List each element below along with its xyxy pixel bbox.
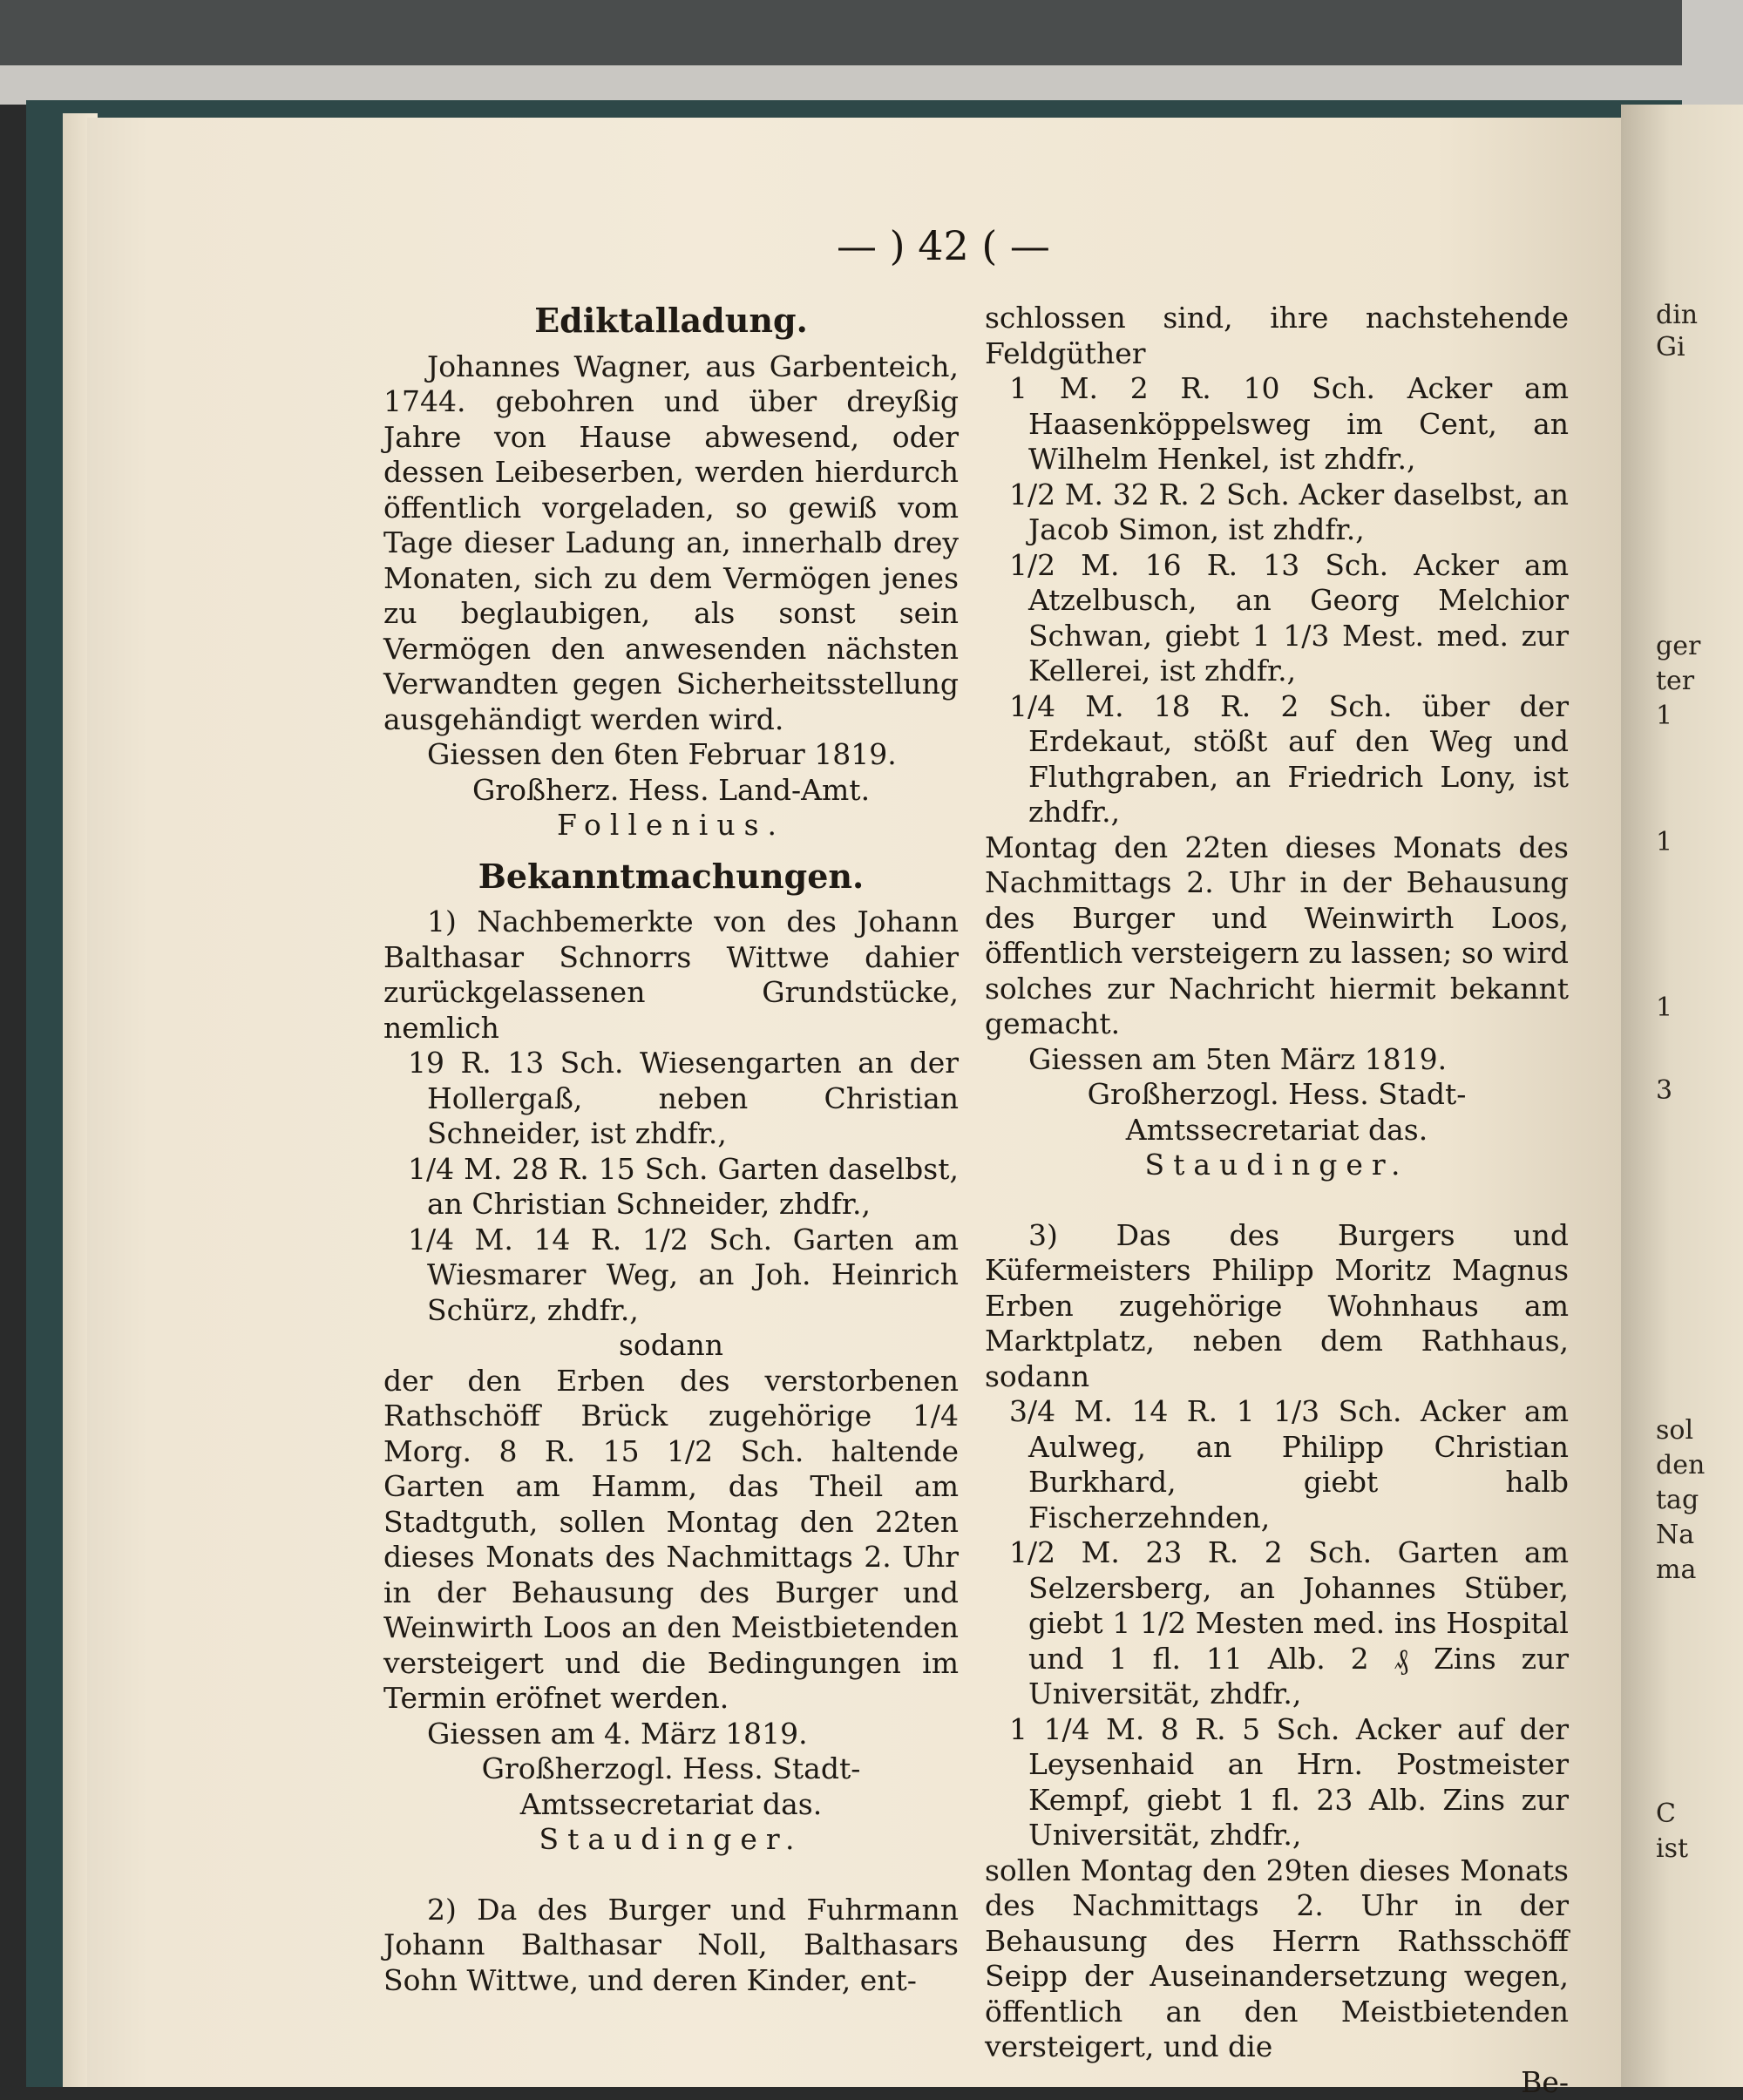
paragraph: der den Erben des verstorbenen Rathschöff Brück zugehörige 1/4 Morg. 8 R. 15 1/2 Sch. haltende Garten am Hamm, das Theil am Stadtguth, sollen Montag den 22ten dieses Monats des Nachmittags 2. Uhr in der Behausung des Burger und Weinwirth Loos an den Meistbietenden versteigert und die Bedingungen im Termin eröfnet werden.	[383, 1364, 959, 1717]
fragment: din	[1656, 301, 1698, 330]
list-item: 1/2 M. 32 R. 2 Sch. Acker daselbst, an Jacob Simon, ist zhdfr.,	[985, 478, 1569, 548]
fragment: ist	[1656, 1834, 1688, 1864]
fragment: ger	[1656, 632, 1700, 661]
paragraph: Johannes Wagner, aus Garbenteich, 1744. gebohren und über dreyßig Jahre von Hause abwesend, oder dessen Leibeserben, werden hierdurch öffentlich vorgeladen, so gewiß vom Tage dieser Ladung an, innerhalb drey Monaten, sich zu dem Vermögen jenes zu beglaubigen, als sonst sein Vermögen den anwesenden nächsten Verwandten gegen Sicherheitsstellung ausgehändigt werden wird.	[383, 349, 959, 738]
page-number: — ) 42 ( —	[837, 222, 1050, 269]
fragment: sol	[1656, 1416, 1693, 1446]
date-line: Giessen den 6ten Februar 1819.	[383, 737, 959, 773]
connector: sodann	[383, 1328, 959, 1364]
list-item: 1 1/4 M. 8 R. 5 Sch. Acker auf der Leysenhaid an Hrn. Postmeister Kempf, giebt 1 fl. 23 Alb. Zins zur Universität, zhdfr.,	[985, 1712, 1569, 1853]
fragment: 1	[1656, 993, 1672, 1023]
fragment: 1	[1656, 701, 1672, 731]
authority-line: Großherzogl. Hess. Stadt-Amtssecretariat das.	[383, 1751, 959, 1822]
catchword: Be-	[985, 2065, 1569, 2100]
fragment: Gi	[1656, 333, 1685, 362]
fragment: ma	[1656, 1555, 1696, 1585]
list-item: 3/4 M. 14 R. 1 1/3 Sch. Acker am Aulweg, an Philipp Christian Burkhard, giebt halb Fischerzehnden,	[985, 1394, 1569, 1535]
left-column	[383, 288, 959, 1998]
heading-ediktalladung: Ediktalladung.	[383, 303, 959, 339]
fragment: 1	[1656, 828, 1672, 857]
heading-bekanntmachungen: Bekanntmachungen.	[383, 859, 959, 895]
signature: Follenius.	[383, 808, 959, 843]
authority-line: Großherzogl. Hess. Stadt-Amtssecretariat das.	[985, 1077, 1569, 1148]
paragraph: schlossen sind, ihre nachstehende Feldgüther	[985, 301, 1569, 371]
paragraph: Montag den 22ten dieses Monats des Nachmittags 2. Uhr in der Behausung des Burger und Weinwirth Loos, öffentlich versteigern zu lassen; so wird solches zur Nachricht hiermit bekannt gemacht.	[985, 830, 1569, 1042]
list-item: 1/4 M. 18 R. 2 Sch. über der Erdekaut, stößt auf den Weg und Fluthgraben, an Friedrich Lony, ist zhdfr.,	[985, 689, 1569, 830]
paragraph: 1) Nachbemerkte von des Johann Balthasar Schnorrs Wittwe dahier zurückgelassenen Grundstücke, nemlich	[383, 904, 959, 1046]
fragment: ter	[1656, 667, 1694, 696]
fragment: C	[1656, 1799, 1676, 1829]
fragment: den	[1656, 1451, 1705, 1480]
list-item: 1 M. 2 R. 10 Sch. Acker am Haasenköppelsweg im Cent, an Wilhelm Henkel, ist zhdfr.,	[985, 371, 1569, 478]
date-line: Giessen am 4. März 1819.	[383, 1717, 959, 1752]
paragraph: 2) Da des Burger und Fuhrmann Johann Balthasar Noll, Balthasars Sohn Wittwe, und deren Kinder, ent-	[383, 1893, 959, 1999]
date-line: Giessen am 5ten März 1819.	[985, 1042, 1569, 1078]
signature: Staudinger.	[383, 1822, 959, 1858]
list-item: 1/4 M. 28 R. 15 Sch. Garten daselbst, an Christian Schneider, zhdfr.,	[383, 1152, 959, 1223]
scanner-background	[0, 0, 1743, 105]
paragraph: sollen Montag den 29ten dieses Monats des Nachmittags 2. Uhr in der Behausung des Herrn Rathsschöff Seipp der Auseinandersetzung wegen, öffentlich an den Meistbietenden versteigert, und die	[985, 1853, 1569, 2065]
authority-line: Großherz. Hess. Land-Amt.	[383, 773, 959, 809]
paragraph: 3) Das des Burgers und Küfermeisters Philipp Moritz Magnus Erben zugehörige Wohnhaus am Marktplatz, neben dem Rathhaus, sodann	[985, 1218, 1569, 1395]
right-column	[985, 301, 1569, 2100]
scanner-bar	[0, 0, 1682, 65]
fragment: Na	[1656, 1521, 1694, 1550]
signature: Staudinger.	[985, 1148, 1569, 1183]
list-item: 1/2 M. 16 R. 13 Sch. Acker am Atzelbusch, an Georg Melchior Schwan, giebt 1 1/3 Mest. med. zur Kellerei, ist zhdfr.,	[985, 548, 1569, 689]
list-item: 19 R. 13 Sch. Wiesengarten an der Hollergaß, neben Christian Schneider, ist zhdfr.,	[383, 1046, 959, 1152]
facing-page-edge	[1621, 105, 1743, 2087]
list-item: 1/2 M. 23 R. 2 Sch. Garten am Selzersberg, an Johannes Stüber, giebt 1 1/2 Mesten med. ins Hospital und 1 fl. 11 Alb. 2 ₰ Zins zur Universität, zhdfr.,	[985, 1535, 1569, 1712]
list-item: 1/4 M. 14 R. 1/2 Sch. Garten am Wiesmarer Weg, an Joh. Heinrich Schürz, zhdfr.,	[383, 1223, 959, 1329]
fragment: tag	[1656, 1486, 1699, 1515]
fragment: 3	[1656, 1076, 1672, 1106]
